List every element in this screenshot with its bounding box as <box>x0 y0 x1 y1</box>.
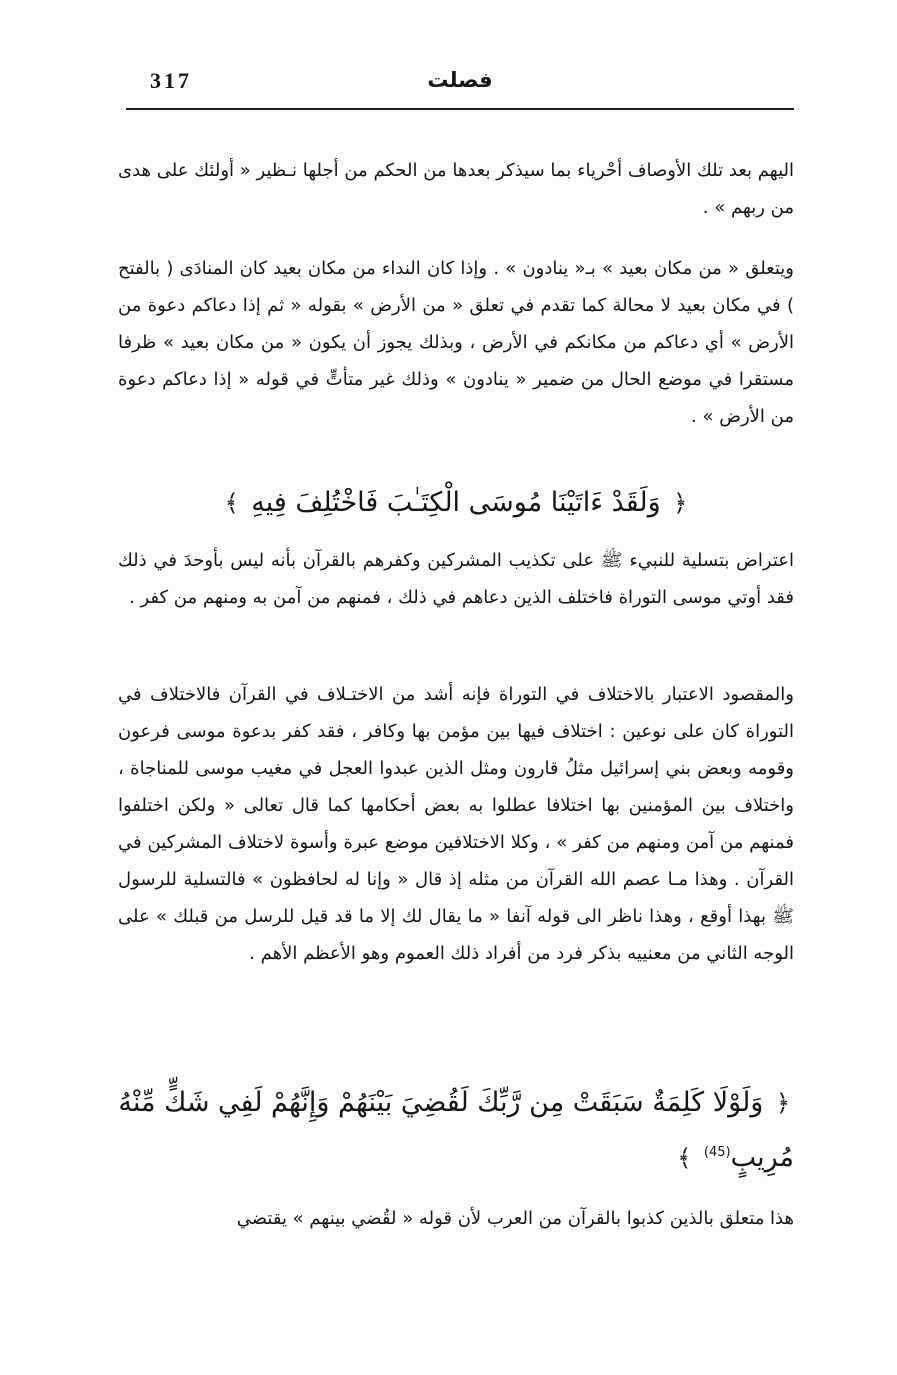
paragraph-4 <box>118 676 794 972</box>
paragraph-1 <box>118 152 794 226</box>
surah-title: فصلت <box>427 68 493 92</box>
paragraph-5-text: هذا متعلق بالذين كذبوا بالقرآن من العرب لأن قوله « لقُضي بينهم » يقتضي <box>236 1208 794 1229</box>
verse-2-close-bracket: ﴾ <box>677 1144 692 1172</box>
verse-1-text: وَلَقَدْ ءَاتَيْنَا مُوسَى الْكِتَـٰبَ فَاخْتُلِفَ فِيهِ <box>251 487 661 518</box>
paragraph-3-text: اعتراض بتسلية للنبيء ﷺ على تكذيب المشركين وكفرهم بالقرآن بأنه ليس بأوحدَ في ذلك فقد أوتي موسى التوراة فاختلف الذين دعاهم في ذلك ، فمنهم من آمن به ومنهم من كفر . <box>118 550 794 608</box>
quran-verse-1 <box>118 478 794 528</box>
verse-2-open-bracket: ﴿ <box>775 1089 790 1117</box>
paragraph-5 <box>118 1200 794 1237</box>
verse-2-text: وَلَوْلَا كَلِمَةٌ سَبَقَتْ مِن رَّبِّكَ لَقُضِيَ بَيْنَهُمْ وَإِنَّهُمْ لَفِي شَكٍّ مِّنْهُ مُرِيبٍ <box>118 1087 794 1173</box>
paragraph-1-text: اليهم بعد تلك الأوصاف أحْرياء بما سيذكر بعدها من الحكم من أجلها نـظير « أولئك على هدى من ربهم » . <box>118 160 794 218</box>
verse-2-number: (45) <box>703 1145 731 1160</box>
quran-verse-2 <box>118 1078 794 1183</box>
verse-1-open-bracket: ﴿ <box>673 489 688 517</box>
paragraph-3 <box>118 542 794 616</box>
page-number: 317 <box>150 68 192 93</box>
verse-1-close-bracket: ﴾ <box>224 489 239 517</box>
paragraph-2 <box>118 250 794 435</box>
paragraph-2-text: ويتعلق « من مكان بعيد » بـ« ينادون » . وإذا كان النداء من مكان بعيد كان المنادَى ( بالفتح ) في مكان بعيد لا محالة كما تقدم في تعلق « من الأرض » بقوله « ثم إذا دعاكم دعوة من الأرض » أي دعاكم من مكانكم في الأرض ، وبذلك يجوز أن يكون « من مكان بعيد » ظرفا مستقرا في موضع الحال من ضمير « ينادون » وذلك غير متأتٍّ في قوله « إذا دعاكم دعوة من الأرض » . <box>118 258 794 427</box>
page-header <box>126 62 794 110</box>
paragraph-4-text: والمقصود الاعتبار بالاختلاف في التوراة فإنه أشد من الاختـلاف في القرآن فالاختلاف في التوراة كان على نوعين : اختلاف فيها بين مؤمن بها وكافر ، فقد كفر بدعوة موسى فرعون وقومه وبعض بني إسرائيل مثلُ قارون ومثل الذين عبدوا العجل في مغيب موسى للمناجاة ، واختلاف بين المؤمنين بها اختلافا عطلوا به بعض أحكامها كما قال تعالى « ولكن اختلفوا فمنهم من آمن ومنهم من كفر » ، وكلا الاختلافين موضع عبرة وأسوة لاختلاف المشركين في القرآن . وهذا مـا عصم الله القرآن من مثله إذ قال « وإنا له لحافظون » فالتسلية للرسول ﷺ بهذا أوقع ، وهذا ناظر الى قوله آنفا « ما يقال لك إلا ما قد قيل للرسل من قبلك » على الوجه الثاني من معنييه بذكر فرد من أفراد ذلك العموم وهو الأعظم الأهم . <box>118 684 794 964</box>
